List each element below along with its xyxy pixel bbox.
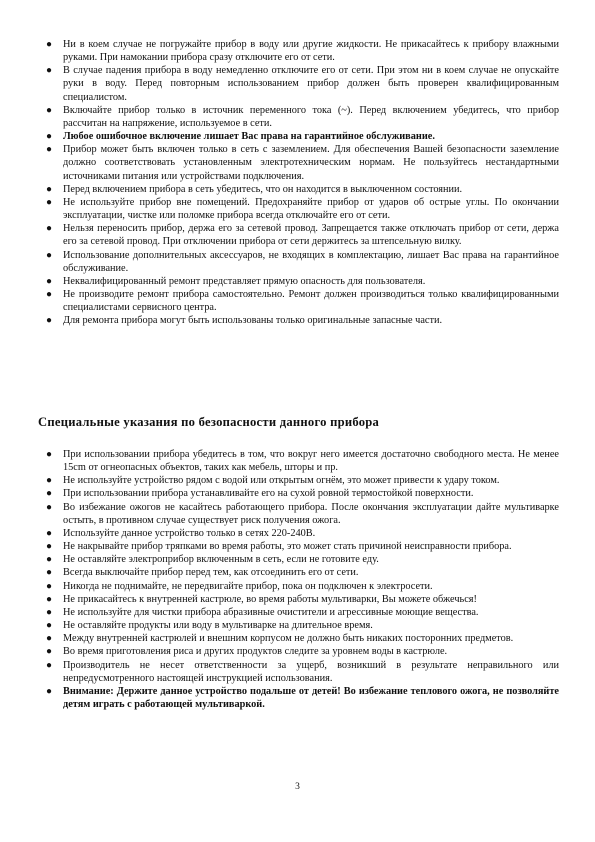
list-item (0, 580, 595, 593)
list-item-text: Для ремонта прибора могут быть использованы только оригинальные запасные части. (63, 315, 443, 327)
list-item-text: Между внутренней кастрюлей и внешним корпусом не должно быть никаких посторонних предметов. (63, 633, 514, 645)
list-item (0, 38, 595, 64)
list-item (0, 314, 595, 327)
list-item (0, 249, 595, 275)
bullet-icon: ● (46, 527, 53, 539)
list-item (0, 540, 595, 553)
list-item (0, 288, 595, 314)
bullet-icon: ● (46, 593, 53, 605)
bullet-icon: ● (46, 315, 53, 327)
bullet-icon: ● (46, 249, 53, 261)
list-item-text: При использовании прибора убедитесь в том, что вокруг него имеется достаточно свободного места. Не менее 15cm от огнеопасных объектов, таких как мебель, шторы и пр. (63, 449, 559, 474)
list-item-text: Прибор может быть включен только в сеть с заземлением. Для обеспечения Вашей безопасности заземление должно соответствовать установленным электротехническим нормам. Не пользуйтесь нестандартными источниками питания или устройствами подключения. (63, 144, 559, 182)
list-item (0, 474, 595, 487)
list-item-text: В случае падения прибора в воду немедленно отключите его от сети. При этом ни в коем случае не опускайте руки в воду. Перед повторным использованием прибор должен быть проверен квалифицированным специалистом. (63, 65, 559, 103)
list-item-text: Не производите ремонт прибора самостоятельно. Ремонт должен производиться только квалифицированными специалистами сервисного центра. (63, 288, 559, 314)
list-item-text: Не используйте прибор вне помещений. Предохраняйте прибор от ударов об острые углы. По окончании эксплуатации, чистке или поломке прибора всегда отключайте его от сети. (63, 196, 559, 222)
bullet-icon: ● (46, 501, 53, 513)
list-item-text: Не прикасайтесь к внутренней кастрюле, во время работы мультиварки, Вы можете обжечься! (63, 593, 477, 605)
list-item-text: Всегда выключайте прибор перед тем, как отсоединить его от сети. (63, 567, 359, 579)
bullet-icon: ● (46, 65, 53, 77)
list-item-text: Неквалифицированный ремонт представляет прямую опасность для пользователя. (63, 275, 426, 287)
list-item-text: Производитель не несет ответственности за ущерб, возникший в результате неправильного или непредусмотренного настоящей инструкцией использования. (63, 659, 559, 684)
list-item-text: Любое ошибочное включение лишает Вас права на гарантийное обслуживание. (63, 131, 435, 143)
bullet-icon: ● (46, 541, 53, 553)
list-item (0, 196, 595, 222)
bullet-icon: ● (46, 475, 53, 487)
list-item-text: Перед включением прибора в сеть убедитесь, что он находится в выключенном состоянии. (63, 183, 463, 195)
special-safety-list (0, 448, 595, 711)
list-item (0, 553, 595, 566)
list-item (0, 104, 595, 130)
list-item (0, 448, 595, 474)
bullet-icon: ● (46, 567, 53, 579)
list-item-text: Не оставляйте продукты или воду в мультиварке на длительное время. (63, 620, 373, 632)
list-item-text: Во избежание ожогов не касайтесь работающего прибора. После окончания эксплуатации дайте мультиварке остыть, в противном случае существует риск получения ожога. (63, 501, 559, 526)
list-item (0, 501, 595, 527)
list-item-text: Никогда не поднимайте, не передвигайте прибор, пока он подключен к электросети. (63, 580, 433, 592)
list-item (0, 593, 595, 606)
list-item-text: Включайте прибор только в источник переменного тока (~). Перед включением убедитесь, что прибор рассчитан на напряжение, используемое в сети. (63, 104, 559, 129)
list-item-text: Внимание: Держите данное устройство подальше от детей! Во избежание теплового ожога, не позволяйте детям играть с работающей мультиваркой. (63, 685, 559, 710)
list-item (0, 566, 595, 579)
list-item (0, 183, 595, 196)
list-item (0, 527, 595, 540)
general-safety-list (0, 38, 595, 327)
bullet-icon: ● (46, 131, 53, 143)
bullet-icon: ● (46, 196, 53, 208)
list-item-text: Не используйте для чистки прибора абразивные очистители и агрессивные моющие вещества. (63, 606, 479, 618)
bullet-icon: ● (46, 620, 53, 632)
list-item-text: Не используйте устройство рядом с водой или открытым огнём, это может привести к удару током. (63, 475, 500, 487)
bullet-icon: ● (46, 646, 53, 658)
list-item (0, 659, 595, 685)
list-item-text: Нельзя переносить прибор, держа его за сетевой провод. Запрещается также отключать прибор от сети, держа его за сетевой провод. При отключении прибора от сети держитесь за штепсельную вилку. (63, 223, 559, 248)
list-item (0, 64, 595, 103)
bullet-icon: ● (46, 275, 53, 287)
list-item-text: Использование дополнительных аксессуаров, не входящих в комплектацию, лишает Вас права на гарантийное обслуживание. (63, 249, 559, 274)
bullet-icon: ● (46, 633, 53, 645)
bullet-icon: ● (46, 580, 53, 592)
page-number: 3 (295, 782, 300, 792)
bullet-icon: ● (46, 183, 53, 195)
list-item-text: Не оставляйте электроприбор включенным в сеть, если не готовите еду. (63, 554, 379, 566)
list-item (0, 619, 595, 632)
bullet-icon: ● (46, 488, 53, 500)
list-item-text: Не накрывайте прибор тряпками во время работы, это может стать причиной неисправности прибора. (63, 541, 512, 553)
list-item (0, 222, 595, 248)
bullet-icon: ● (46, 39, 53, 50)
bullet-icon: ● (46, 104, 53, 116)
list-item (0, 645, 595, 658)
section-heading: Специальные указания по безопасности данного прибора (38, 415, 380, 429)
list-item-text: При использовании прибора устанавливайте его на сухой ровной термостойкой поверхности. (63, 488, 474, 500)
list-item (0, 275, 595, 288)
bullet-icon: ● (46, 144, 53, 156)
list-item-text: Ни в коем случае не погружайте прибор в воду или другие жидкости. Не прикасайтесь к прибору влажными руками. При намокании прибора сразу отключите его от сети. (63, 39, 559, 64)
bullet-icon: ● (46, 554, 53, 566)
list-item (0, 632, 595, 645)
bullet-icon: ● (46, 223, 53, 235)
bullet-icon: ● (46, 449, 53, 460)
list-item (0, 487, 595, 500)
bullet-icon: ● (46, 288, 53, 300)
bullet-icon: ● (46, 685, 53, 697)
list-item (0, 606, 595, 619)
list-item (0, 685, 595, 711)
bullet-icon: ● (46, 606, 53, 618)
bullet-icon: ● (46, 659, 53, 671)
list-item-text: Во время приготовления риса и других продуктов следите за уровнем воды в кастрюле. (63, 646, 448, 658)
list-item (0, 130, 595, 143)
list-item (0, 143, 595, 182)
list-item-text: Используйте данное устройство только в сетях 220-240В. (63, 527, 316, 539)
